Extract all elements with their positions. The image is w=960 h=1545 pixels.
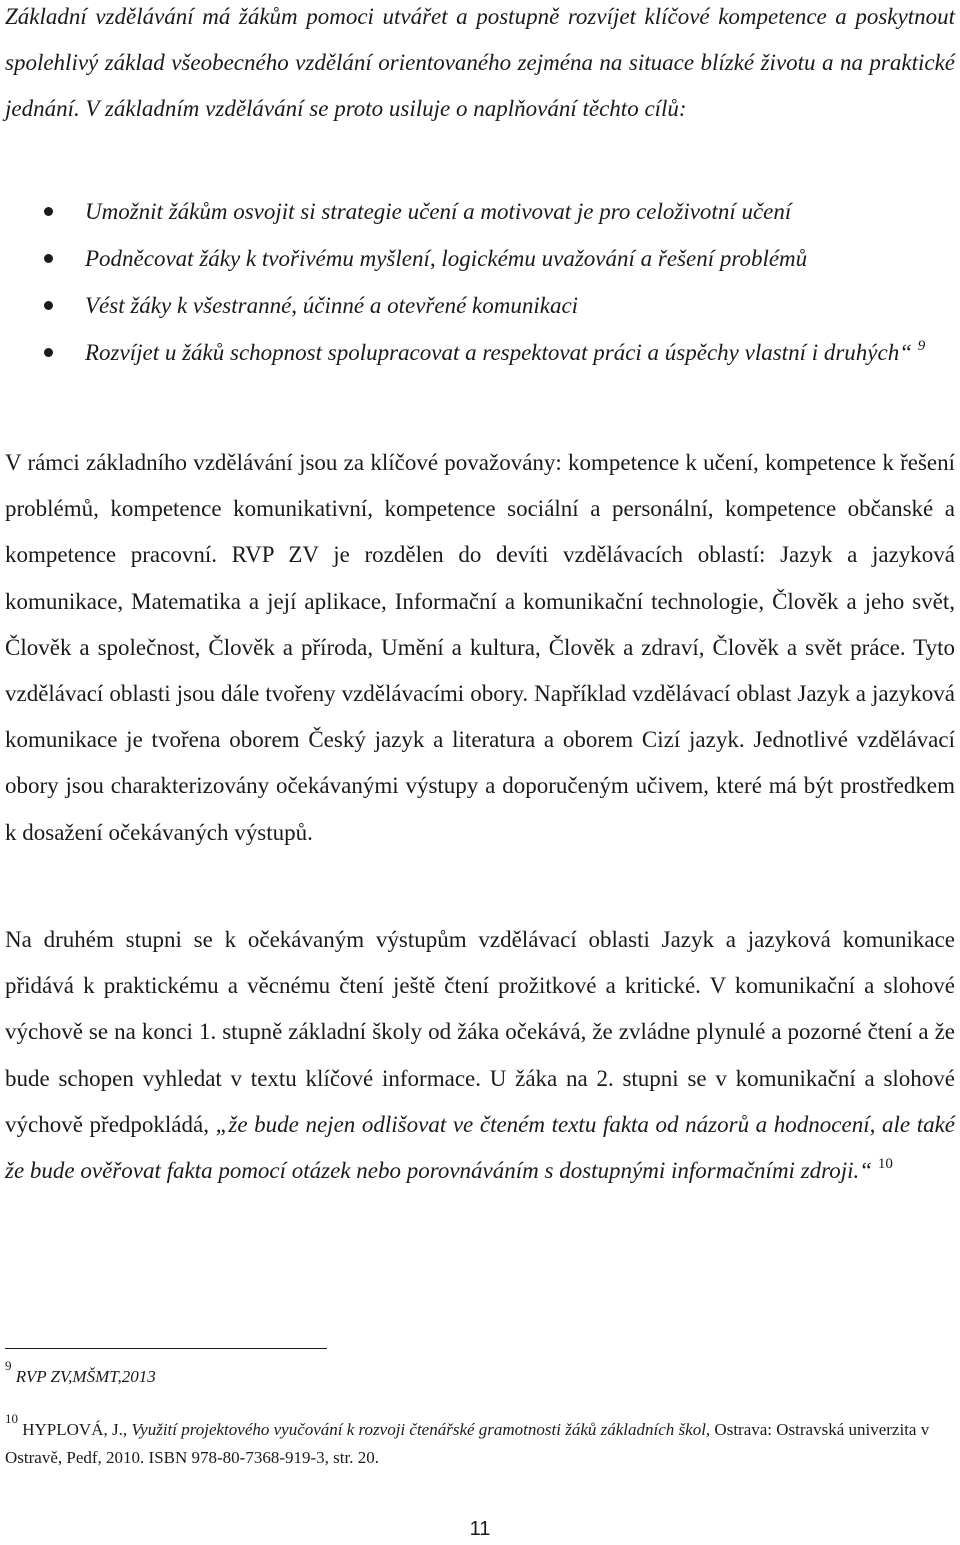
list-item bbox=[0, 188, 960, 235]
footnote-ref: 9 bbox=[917, 338, 926, 354]
bullet-icon bbox=[44, 348, 53, 357]
footnote-publication: Ostrava: Ostravská univerzita v Ostravě, Pedf, 2010. ISBN 978-80-7368-919-3, str. 20. bbox=[5, 1420, 930, 1467]
footnote-number: 10 bbox=[5, 1411, 18, 1426]
footnote-10 bbox=[5, 1411, 955, 1472]
reading-paragraph-text: Na druhém stupni se k očekávaným výstupům vzdělávací oblasti Jazyk a jazyková komunikace přidává k praktickému a věcnému čtení ještě čtení prožitkové a kritické. V komunikační a slohové výchově se na konci 1. stupně základní školy od žáka očekává, že zvládne plynulé a pozorné čtení a že bude schopen vyhledat v textu klíčové informace. U žáka na 2. stupni se v komunikační a slohové výchově předpokládá, bbox=[5, 927, 955, 1137]
footnote-number: 9 bbox=[5, 1358, 12, 1373]
goals-list bbox=[0, 188, 960, 376]
list-item-text: Rozvíjet u žáků schopnost spolupracovat a respektovat práci a úspěchy vlastní i druhých“ bbox=[85, 340, 913, 365]
reading-paragraph bbox=[5, 917, 955, 1194]
list-item-text: Podněcovat žáky k tvořivému myšlení, logickému uvažování a řešení problémů bbox=[85, 246, 808, 271]
footnote-title: Využití projektového vyučování k rozvoji čtenářské gramotnosti žáků základních škol, bbox=[131, 1420, 711, 1439]
page-number: 11 bbox=[469, 1518, 491, 1540]
intro-paragraph bbox=[5, 0, 955, 132]
footnote-9 bbox=[5, 1358, 955, 1391]
citation-quote: „že bude nejen odlišovat ve čteném textu fakta od názorů a hodnocení, ale také že bude ověřovat fakta pomocí otázek nebo porovnáváním s dostupnými informačními zdroji.“ bbox=[5, 1111, 955, 1184]
competences-paragraph bbox=[5, 440, 955, 856]
footnote-separator bbox=[5, 1348, 327, 1349]
list-item bbox=[0, 329, 960, 376]
list-item-text: Umožnit žákům osvojit si strategie učení a motivovat je pro celoživotní učení bbox=[85, 199, 792, 224]
intro-paragraph-text: Základní vzdělávání má žákům pomoci utvářet a postupně rozvíjet klíčové kompetence a poskytnout spolehlivý základ všeobecného vzdělání orientovaného zejména na situace blízké životu a na praktické jednání. V základním vzdělávání se proto usiluje o naplňování těchto cílů: bbox=[5, 4, 955, 121]
bullet-icon bbox=[44, 301, 53, 310]
bullet-icon bbox=[44, 207, 53, 216]
list-item bbox=[0, 282, 960, 329]
footnote-ref: 10 bbox=[877, 1156, 893, 1173]
bullet-icon bbox=[44, 254, 53, 263]
list-item bbox=[0, 235, 960, 282]
footnote-author: HYPLOVÁ, J., bbox=[22, 1420, 132, 1439]
list-item-text: Vést žáky k všestranné, účinné a otevřené komunikaci bbox=[85, 293, 579, 318]
footnote-text: RVP ZV,MŠMT,2013 bbox=[15, 1367, 156, 1386]
competences-paragraph-text: V rámci základního vzdělávání jsou za klíčové považovány: kompetence k učení, kompetence k řešení problémů, kompetence komunikativní, kompetence sociální a personální, kompetence občanské a kompetence pracovní. RVP ZV je rozdělen do devíti vzdělávacích oblastí: Jazyk a jazyková komunikace, Matematika a její aplikace, Informační a komunikační technologie, Člověk a jeho svět, Člověk a společnost, Člověk a příroda, Umění a kultura, Člověk a zdraví, Člověk a svět práce. Tyto vzdělávací oblasti jsou dále tvořeny vzdělávacími obory. Například vzdělávací oblast Jazyk a jazyková komunikace je tvořena oborem Český jazyk a literatura a oborem Cizí jazyk. Jednotlivé vzdělávací obory jsou charakterizovány očekávanými výstupy a doporučeným učivem, které má být prostředkem k dosažení očekávaných výstupů. bbox=[5, 450, 955, 845]
